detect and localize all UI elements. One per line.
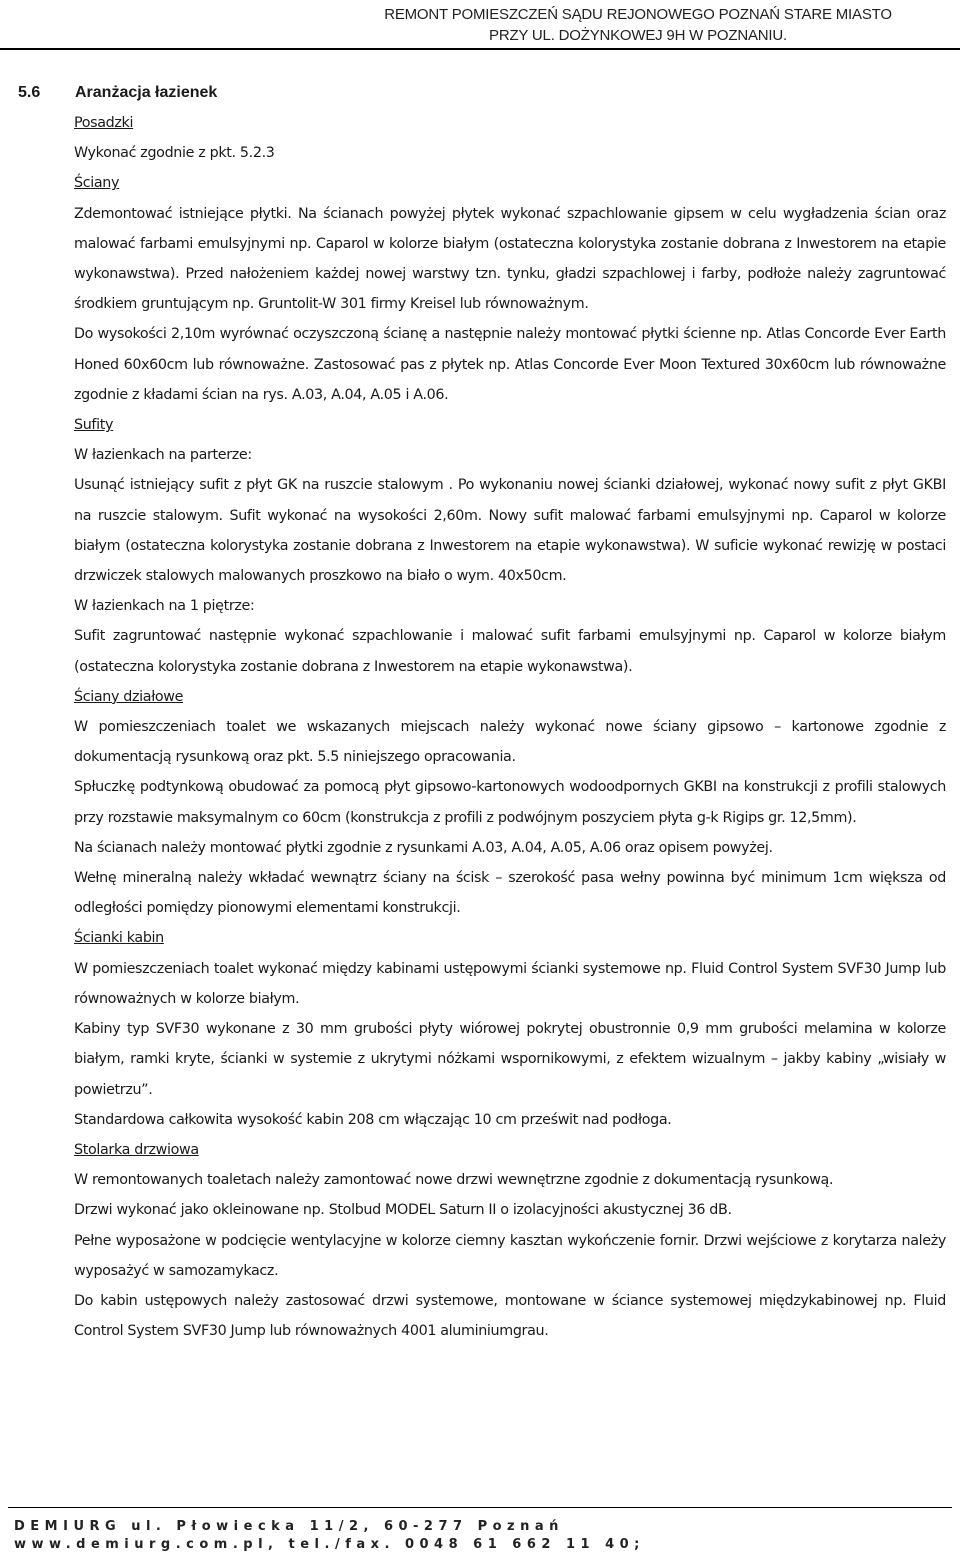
subheading-sciany: Ściany	[74, 175, 120, 192]
paragraph-sufity-pietro: Sufit zagruntować następnie wykonać szpachlowanie i malować sufit farbami emulsyjnymi np. Caparol w kolorze białym (ostateczna kolorystyka zostanie dobrana z Inwestorem na etapie wykonawstwa).	[74, 628, 946, 675]
subheading-scianki-kabin: Ścianki kabin	[74, 930, 164, 947]
paragraph-stolarka-2: Drzwi wykonać jako okleinowane np. Stolbud MODEL Saturn II o izolacyjności akustycznej 36 dB.	[74, 1202, 732, 1219]
subheading-stolarka: Stolarka drzwiowa	[74, 1141, 199, 1158]
section-body	[74, 108, 946, 1346]
subheading-posadzki: Posadzki	[74, 115, 134, 131]
paragraph-stolarka-1: W remontowanych toaletach należy zamontować nowe drzwi wewnętrzne zgodnie z dokumentacją rysunkową.	[74, 1172, 834, 1189]
paragraph-stolarka-3: Pełne wyposażone w podcięcie wentylacyjne w kolorze ciemny kasztan wykończenie fornir. Drzwi wejściowe z korytarza należy wyposażyć w samozamykacz.	[74, 1232, 946, 1279]
paragraph-kabin-2: Kabiny typ SVF30 wykonane z 30 mm grubości płyty wiórowej pokrytej obustronnie 0,9 mm grubości melamina w kolorze białym, ramki kryte, ścianki w systemie z ukrytymi nóżkami wspornikowymi, z efektem wizualnym – jakby kabiny „wisiały w powietrzu”.	[74, 1021, 946, 1098]
paragraph-sufity-parter: Usunąć istniejący sufit z płyt GK na ruszcie stalowym . Po wykonaniu nowej ścianki działowej, wykonać nowy sufit z płyt GKBI na ruszcie stalowym. Sufit wykonać na wysokości 2,60m. Nowy sufit malować farbami emulsyjnymi np. Caparol w kolorze białym (ostateczna kolorystyka zostanie dobrana z Inwestorem na etapie wykonawstwa). W suficie wykonać rewizję w postaci drzwiczek stalowych malowanych proszkowo na biało o wym. 40x50cm.	[74, 477, 946, 585]
paragraph-sciany-1: Zdemontować istniejące płytki. Na ścianach powyżej płytek wykonać szpachlowanie gipsem w celu wygładzenia ścian oraz malować farbami emulsyjnymi np. Caparol w kolorze białym (ostateczna kolorystyka zostanie dobrana z Inwestorem na etapie wykonawstwa). Przed nałożeniem każdej nowej warstwy tzn. tynku, gładzi szpachlowej i farby, podłoże należy zagruntować środkiem gruntującym np. Gruntolit-W 301 firmy Kreisel lub równoważnym.	[74, 205, 946, 313]
paragraph-sciany-2: Do wysokości 2,10m wyrównać oczyszczoną ścianę a następnie należy montować płytki ścienne np. Atlas Concorde Ever Earth Honed 60x60cm lub równoważne. Zastosować pas z płytek np. Atlas Concorde Ever Moon Textured 30x60cm lub równoważne zgodnie z kładami ścian na rys. A.03, A.04, A.05 i A.06.	[74, 326, 946, 403]
footer-address: DEMIURG ul. Płowiecka 11/2, 60-277 Poznań	[14, 1519, 564, 1534]
document-header	[328, 4, 948, 46]
paragraph-posadzki: Wykonać zgodnie z pkt. 5.2.3	[74, 145, 275, 162]
footer-contact: www.demiurg.com.pl, tel./fax. 0048 61 662 11 40;	[14, 1537, 645, 1552]
header-divider	[0, 48, 960, 50]
label-sufity-pietro: W łazienkach na 1 piętrze:	[74, 598, 255, 615]
section-number: 5.6	[18, 84, 41, 101]
paragraph-dzialowe-1: W pomieszczeniach toalet we wskazanych miejscach należy wykonać nowe ściany gipsowo – kartonowe zgodnie z dokumentacją rysunkową oraz pkt. 5.5 niniejszego opracowania.	[74, 719, 946, 766]
subheading-sciany-dzialowe: Ściany działowe	[74, 688, 184, 705]
subheading-sufity: Sufity	[74, 417, 114, 434]
paragraph-dzialowe-3: Na ścianach należy montować płytki zgodnie z rysunkami A.03, A.04, A.05, A.06 oraz opisem powyżej.	[74, 839, 773, 856]
paragraph-dzialowe-4: Wełnę mineralną należy wkładać wewnątrz ściany na ścisk – szerokość pasa wełny powinna być minimum 1cm większa od odległości pomiędzy pionowymi elementami konstrukcji.	[74, 870, 946, 917]
header-title-line-1: REMONT POMIESZCZEŃ SĄDU REJONOWEGO POZNAŃ STARE MIASTO	[384, 6, 892, 23]
label-sufity-parter: W łazienkach na parterze:	[74, 447, 252, 464]
header-title-line-2: PRZY UL. DOŻYNKOWEJ 9H W POZNANIU.	[489, 27, 787, 44]
paragraph-stolarka-4: Do kabin ustępowych należy zastosować drzwi systemowe, montowane w ściance systemowej międzykabinowej np. Fluid Control System SVF30 Jump lub równoważnych 4001 aluminiumgrau.	[74, 1292, 946, 1340]
paragraph-kabin-3: Standardowa całkowita wysokość kabin 208 cm włączając 10 cm prześwit nad podłoga.	[74, 1111, 672, 1128]
paragraph-kabin-1: W pomieszczeniach toalet wykonać między kabinami ustępowymi ścianki systemowe np. Fluid Control System SVF30 Jump lub równoważnych w kolorze białym.	[74, 960, 946, 1007]
section-title: Aranżacja łazienek	[75, 84, 218, 101]
paragraph-dzialowe-2: Spłuczkę podtynkową obudować za pomocą płyt gipsowo-kartonowych wodoodpornych GKBI na konstrukcji z profili stalowych przy rozstawie maksymalnym co 60cm (konstrukcja z profili z podwójnym poszyciem płyta g-k Rigips gr. 12,5mm).	[74, 779, 946, 826]
footer-divider	[8, 1507, 952, 1508]
